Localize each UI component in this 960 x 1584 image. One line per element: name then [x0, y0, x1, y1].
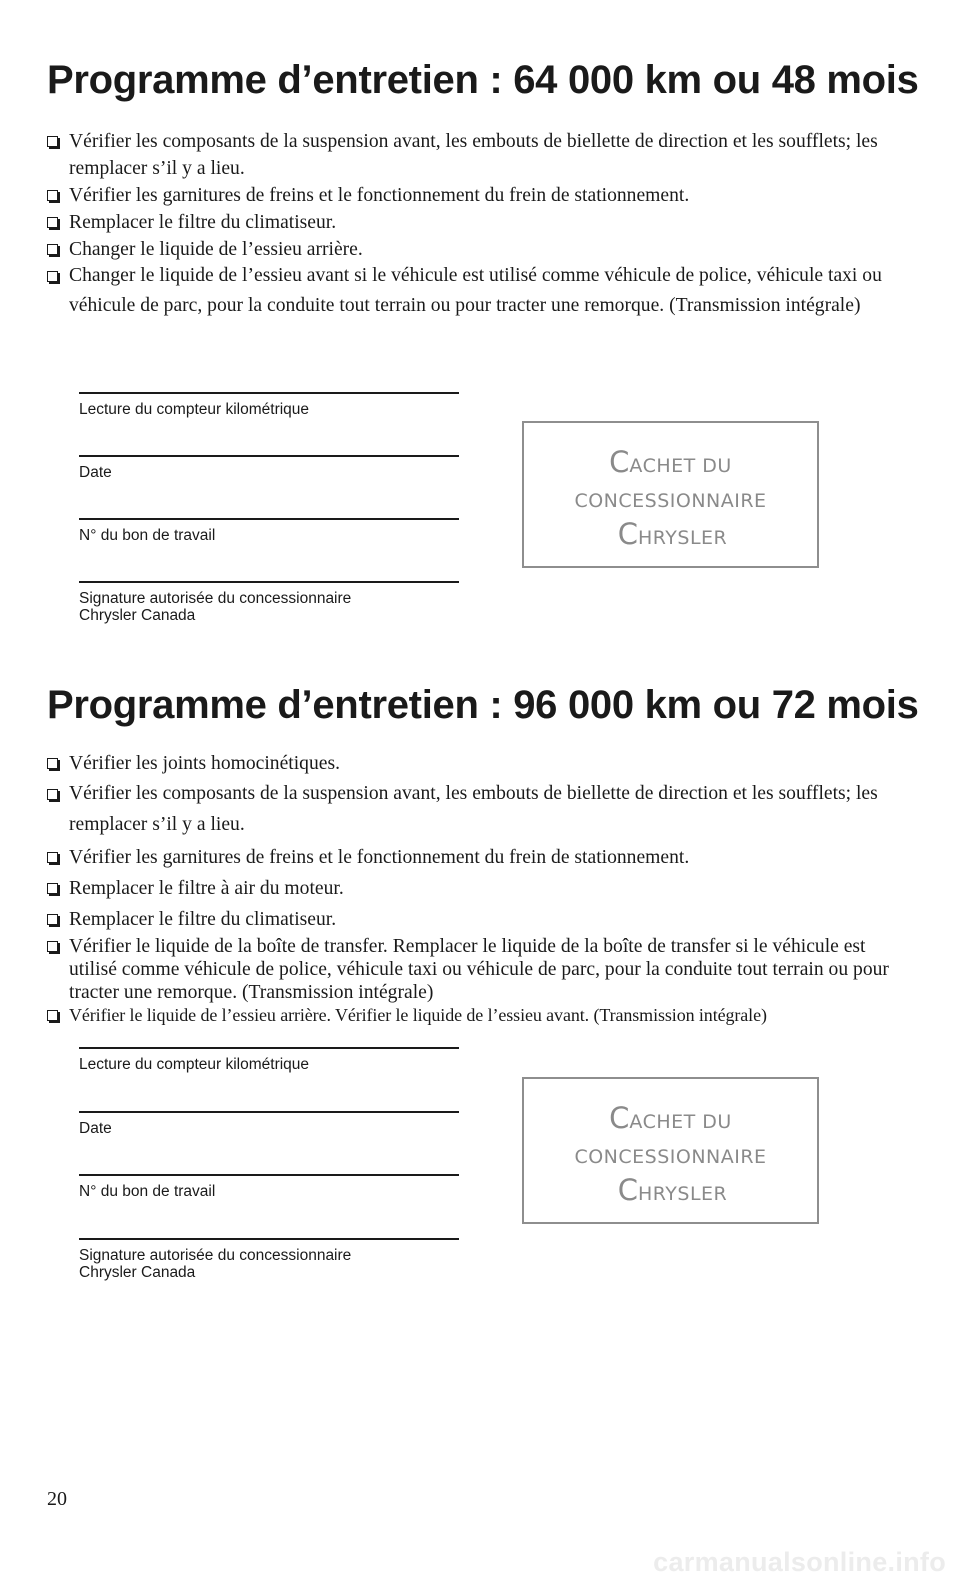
- stamp-line-1: CACHET DU: [609, 1101, 732, 1135]
- work-order-label: N° du bon de travail: [79, 1183, 216, 1200]
- dealer-signature-field[interactable]: [79, 1238, 459, 1281]
- signature-line: [79, 1238, 459, 1240]
- work-order-field[interactable]: [79, 1174, 459, 1200]
- checklist-item: Remplacer le filtre du climatiseur.: [47, 209, 917, 236]
- signature-line: [79, 1174, 459, 1176]
- date-label: Date: [79, 464, 112, 481]
- page-number: 20: [47, 1488, 67, 1510]
- checkbox-icon[interactable]: [47, 136, 58, 147]
- checkbox-icon[interactable]: [47, 1010, 58, 1021]
- checkbox-icon[interactable]: [47, 244, 58, 255]
- section-title: Programme d’entretien : 96 000 km ou 72 mois: [47, 683, 919, 727]
- stamp-line-3: CHRYSLER: [617, 517, 728, 551]
- checkbox-icon[interactable]: [47, 789, 58, 800]
- checkbox-icon[interactable]: [47, 190, 58, 201]
- checklist-item: Changer le liquide de l’essieu arrière.: [47, 236, 917, 263]
- checkbox-icon[interactable]: [47, 941, 58, 952]
- dealer-stamp-box: [522, 1077, 819, 1224]
- work-order-field[interactable]: [79, 518, 459, 544]
- signature-line: [79, 392, 459, 394]
- checklist-item: Vérifier les garnitures de freins et le fonctionnement du frein de stationnement.: [47, 182, 917, 209]
- signature-line: [79, 581, 459, 583]
- signature-label-company: Chrysler Canada: [79, 1264, 196, 1281]
- stamp-line-3: CHRYSLER: [617, 1173, 728, 1207]
- stamp-line-2: CONCESSIONNAIRE: [574, 490, 767, 512]
- odometer-field[interactable]: [79, 1047, 459, 1073]
- checkbox-icon[interactable]: [47, 883, 58, 894]
- signature-line: [79, 1047, 459, 1049]
- checkbox-icon[interactable]: [47, 914, 58, 925]
- watermark: carmanualsonline.info: [653, 1547, 946, 1577]
- checklist-item: Remplacer le filtre à air du moteur.: [47, 875, 917, 902]
- dealer-signature-field[interactable]: [79, 581, 459, 624]
- checklist-item: Vérifier les joints homocinétiques.: [47, 750, 917, 777]
- signature-label-company: Chrysler Canada: [79, 607, 196, 624]
- maintenance-checklist: [47, 750, 917, 1027]
- section-title: Programme d’entretien : 64 000 km ou 48 mois: [47, 58, 919, 102]
- stamp-line-1: CACHET DU: [609, 445, 732, 479]
- work-order-label: N° du bon de travail: [79, 527, 216, 544]
- signature-label: Signature autorisée du concessionnaire: [79, 1247, 352, 1264]
- checkbox-icon[interactable]: [47, 852, 58, 863]
- checklist-item: Vérifier le liquide de la boîte de transfer. Remplacer le liquide de la boîte de transfer si le véhicule est utilisé comme véhicule de police, véhicule taxi ou véhicule de parc, pour la conduite tout terrain ou pour tracter une remorque. (Transmission intégrale): [47, 935, 917, 1004]
- checklist-item: Changer le liquide de l’essieu avant si le véhicule est utilisé comme véhicule de police, véhicule taxi ou véhicule de parc, pour la conduite tout terrain ou pour tracter une remorque. (Transmission intégrale): [47, 261, 917, 321]
- checklist-item: Vérifier le liquide de l’essieu arrière. Vérifier le liquide de l’essieu avant. (Transmission intégrale): [47, 1004, 917, 1027]
- stamp-line-2: CONCESSIONNAIRE: [574, 1146, 767, 1168]
- checkbox-icon[interactable]: [47, 217, 58, 228]
- maintenance-checklist: [47, 128, 917, 321]
- signature-line: [79, 455, 459, 457]
- date-field[interactable]: [79, 1111, 459, 1137]
- checklist-item: Remplacer le filtre du climatiseur.: [47, 906, 917, 933]
- odometer-label: Lecture du compteur kilométrique: [79, 1056, 310, 1073]
- checklist-item: Vérifier les garnitures de freins et le fonctionnement du frein de stationnement.: [47, 844, 917, 871]
- odometer-field[interactable]: [79, 392, 459, 418]
- checklist-item: Vérifier les composants de la suspension avant, les embouts de biellette de direction et les soufflets; les remplacer s’il y a lieu.: [47, 128, 917, 182]
- checkbox-icon[interactable]: [47, 758, 58, 769]
- checklist-item: Vérifier les composants de la suspension avant, les embouts de biellette de direction et les soufflets; les remplacer s’il y a lieu.: [47, 778, 917, 840]
- signature-label: Signature autorisée du concessionnaire: [79, 590, 352, 607]
- odometer-label: Lecture du compteur kilométrique: [79, 401, 310, 418]
- dealer-stamp-box: [522, 421, 819, 568]
- checkbox-icon[interactable]: [47, 271, 58, 282]
- signature-line: [79, 518, 459, 520]
- signature-line: [79, 1111, 459, 1113]
- date-field[interactable]: [79, 455, 459, 481]
- date-label: Date: [79, 1120, 112, 1137]
